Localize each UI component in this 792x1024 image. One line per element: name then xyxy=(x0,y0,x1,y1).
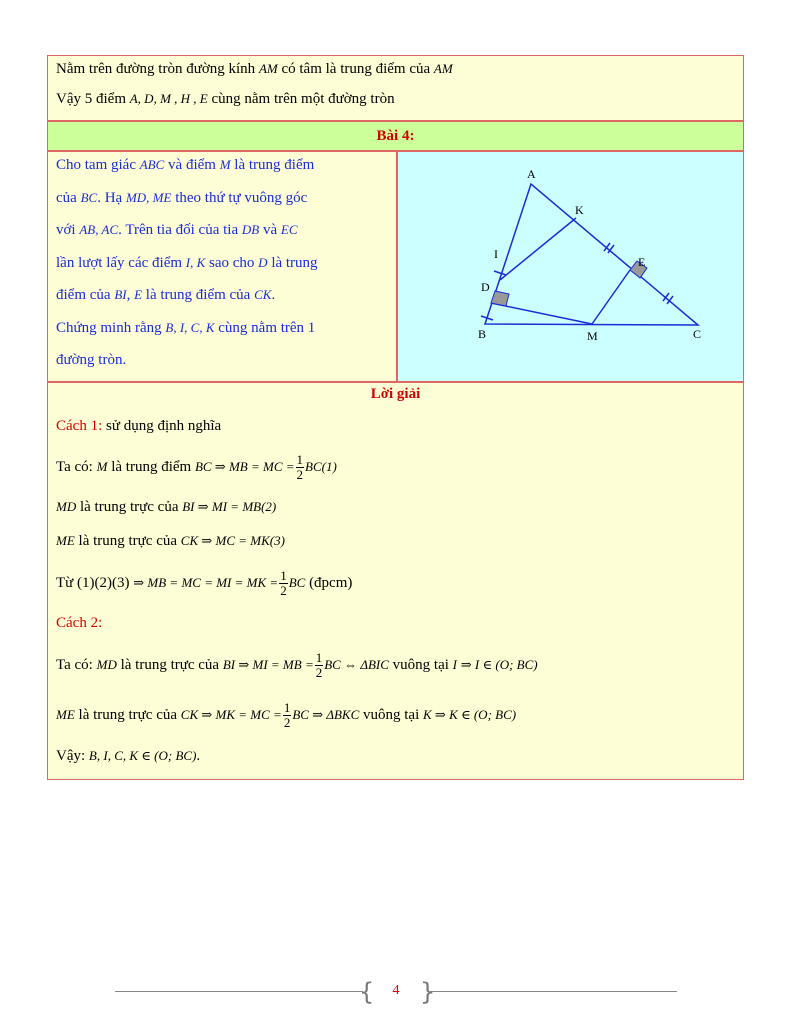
problem-line: điểm của BI, E là trung điểm của CK. xyxy=(56,287,276,303)
label-k: K xyxy=(575,203,584,217)
footer-rule-left xyxy=(115,991,363,992)
intro-line-2 xyxy=(56,89,395,109)
math: AM xyxy=(433,61,453,76)
tick-i xyxy=(494,271,506,275)
problem-line: với AB, AC. Trên tia đối của tia DB và EC xyxy=(56,222,298,238)
footer-bracket-right: } xyxy=(420,978,436,1006)
problem-line: của BC. Hạ MD, ME theo thứ tự vuông góc xyxy=(56,189,308,206)
solution-cell xyxy=(47,382,744,780)
label-i: I xyxy=(494,247,498,261)
label-c: C xyxy=(693,327,702,341)
fraction: $\frac{1}{2}$ xyxy=(283,700,291,731)
page-number: 4 xyxy=(392,983,400,998)
step-3: ME là trung trực của CK ⇒ MC = MK(3) xyxy=(56,533,285,549)
figure-cell xyxy=(397,151,744,382)
step-1: Ta có: M là trung điểm BC ⇒ MB = MC = $\frac{1}{2}$ BC(1) xyxy=(56,452,337,483)
problem-text xyxy=(56,149,390,377)
fraction: $\frac{1}{2}$ xyxy=(315,650,323,681)
text: sử dụng định nghĩa xyxy=(106,418,222,434)
label-e: E xyxy=(638,255,646,269)
step-6: ME là trung trực của CK ⇒ MK = MC = $\frac{1}{2}$ BC ⇒ ΔBKC vuông tại K ⇒ K ∈ (O; BC) xyxy=(56,700,517,731)
problem-line: Cho tam giác ABC và điểm M là trung điểm xyxy=(56,157,315,173)
triangle-figure xyxy=(398,152,743,381)
conclusion: Vậy: B, I, C, K ∈ (O; BC). xyxy=(56,748,201,764)
problem-line: đường tròn. xyxy=(56,352,127,368)
step-2: MD là trung trực của BI ⇒ MI = MB(2) xyxy=(56,499,277,515)
segment-me xyxy=(592,270,630,324)
label-b: B xyxy=(478,327,487,341)
content-table xyxy=(47,55,744,780)
problem-line: Chứng minh rằng B, I, C, K cùng nằm trên 1 xyxy=(56,319,316,336)
triangle-abc xyxy=(485,184,698,325)
problem-heading-cell xyxy=(47,121,744,151)
segment-ik xyxy=(500,218,576,280)
problem-line: lần lượt lấy các điểm I, K sao cho D là trung xyxy=(56,254,318,271)
label-a: A xyxy=(527,167,536,181)
text: có tâm là trung điểm của xyxy=(281,61,431,77)
label-d: D xyxy=(481,280,490,294)
right-angle-d xyxy=(491,291,509,306)
method-1-line xyxy=(56,416,221,436)
solution-title: Lời giải xyxy=(370,386,421,402)
text: Nằm trên đường tròn đường kính xyxy=(56,61,256,77)
step-4: Từ (1)(2)(3) ⇒ MB = MC = MI = MK = $\frac{1}{2}$ BC (đpcm) xyxy=(56,568,353,599)
intro-line-1 xyxy=(56,59,453,79)
text: Vậy 5 điểm xyxy=(56,91,126,107)
math: AM xyxy=(258,61,278,76)
intro-cell xyxy=(47,55,744,121)
step-5: Ta có: MD là trung trực của BI ⇒ MI = MB = $\frac{1}{2}$ BC ⇔ ΔBIC vuông tại I ⇒ I ∈ (O; BC) xyxy=(56,650,538,681)
footer-bracket-left: { xyxy=(359,978,375,1006)
footer-rule-right xyxy=(430,991,677,992)
problem-text-cell xyxy=(47,151,397,382)
text: cùng nằm trên một đường tròn xyxy=(211,91,395,107)
method-2-label: Cách 2: xyxy=(56,615,103,631)
problem-heading: Bài 4: xyxy=(376,128,415,144)
fraction: $\frac{1}{2}$ xyxy=(296,452,304,483)
method-label: Cách 1: xyxy=(56,418,103,434)
math: A, D, M , H , E xyxy=(129,91,208,106)
fraction: $\frac{1}{2}$ xyxy=(280,568,287,599)
label-m: M xyxy=(587,329,598,343)
